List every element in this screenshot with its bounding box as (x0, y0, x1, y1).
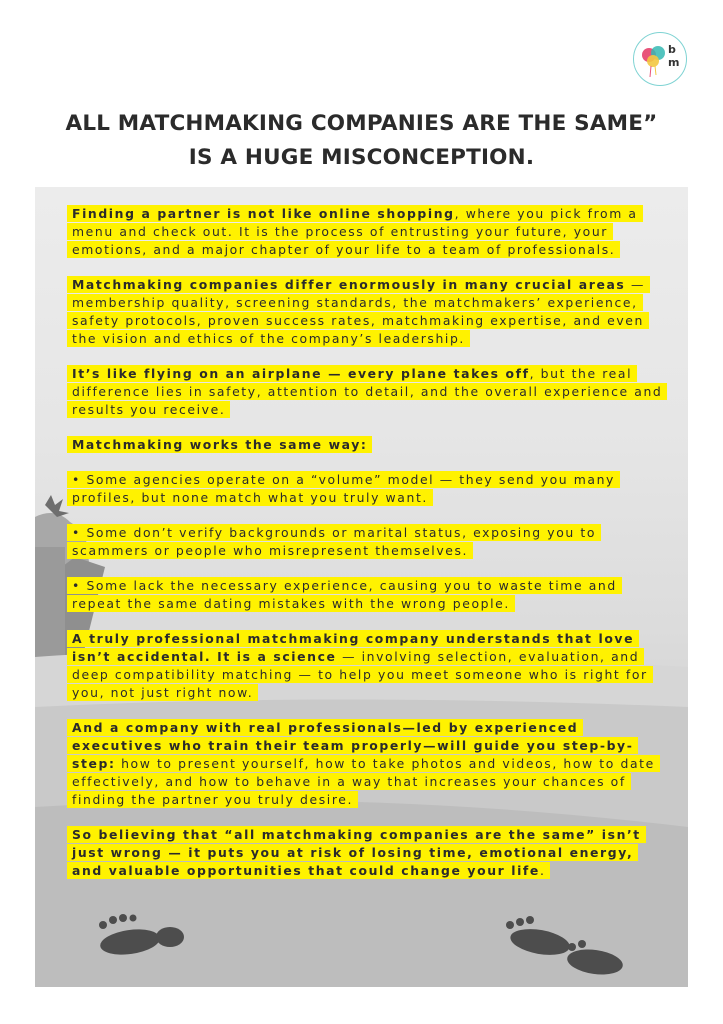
paragraph-lead: Finding a partner is not like online shopping (72, 206, 455, 221)
bullet-text: • Some lack the necessary experience, causing you to waste time and repeat the same dating mistakes with the wrong people. (67, 577, 622, 612)
logo-letter-b: b (668, 43, 676, 56)
balloon-hearts-icon (634, 33, 688, 87)
paragraph-differences (67, 276, 667, 348)
bullet-text: • Some don’t verify backgrounds or marital status, exposing you to scammers or people who misrepresent themselves. (67, 524, 601, 559)
brand-logo (633, 32, 687, 86)
bullet-text: • Some agencies operate on a “volume” model — they send you many profiles, but none match what you truly want. (67, 471, 620, 506)
paragraph-lead: A truly professional matchmaking company understands that love isn’t accidental. It is a science (72, 631, 635, 664)
paragraph-science (67, 630, 667, 702)
title-line-1: ALL MATCHMAKING COMPANIES ARE THE SAME” (65, 111, 658, 136)
paragraph-professionals (67, 719, 667, 809)
paragraph-text: how to present yourself, how to take photos and videos, how to date effectively, and how to behave in a way that increases your chances of finding the partner you truly desire. (72, 756, 655, 807)
paragraph-lead: It’s like flying on an airplane — every plane takes off (72, 366, 530, 381)
paragraph-conclusion (67, 826, 667, 880)
paragraph-text: , but the real difference lies in safety, attention to detail, and the overall experience and results you receive. (72, 366, 663, 417)
paragraph-lead: And a company with real professionals—led by experienced executives who train their team properly—will guide you step-by-step: (72, 720, 634, 771)
bullet-volume (67, 471, 667, 507)
article-body (67, 205, 667, 897)
paragraph-airplane (67, 365, 667, 419)
paragraph-shopping (67, 205, 667, 259)
paragraph-text: — membership quality, screening standards, the matchmakers’ experience, safety protocols, proven success rates, matchmaking expertise, and even the vision and ethics of the company’s leadership. (72, 277, 645, 346)
paragraph-text: . (539, 863, 546, 878)
page-title (40, 107, 683, 175)
bullet-verify (67, 524, 667, 560)
paragraph-lead: Matchmaking companies differ enormously in many crucial areas (72, 277, 626, 292)
paragraph-lead: Matchmaking works the same way: (72, 437, 368, 452)
paragraph-same-way (67, 436, 667, 454)
logo-letter-m: m (668, 56, 680, 69)
paragraph-text: — involving selection, evaluation, and deep compatibility matching — to help you meet someone who is right for you, not just right now. (72, 649, 648, 700)
title-line-2: IS A HUGE MISCONCEPTION. (188, 145, 535, 170)
bullet-experience (67, 577, 667, 613)
paragraph-lead: So believing that “all matchmaking companies are the same” isn’t just wrong — it puts you at risk of losing time, emotional energy, and valuable opportunities that could change your life (72, 827, 641, 878)
paragraph-text: , where you pick from a menu and check out. It is the process of entrusting your future, your emotions, and a major chapter of your life to a team of professionals. (72, 206, 638, 257)
